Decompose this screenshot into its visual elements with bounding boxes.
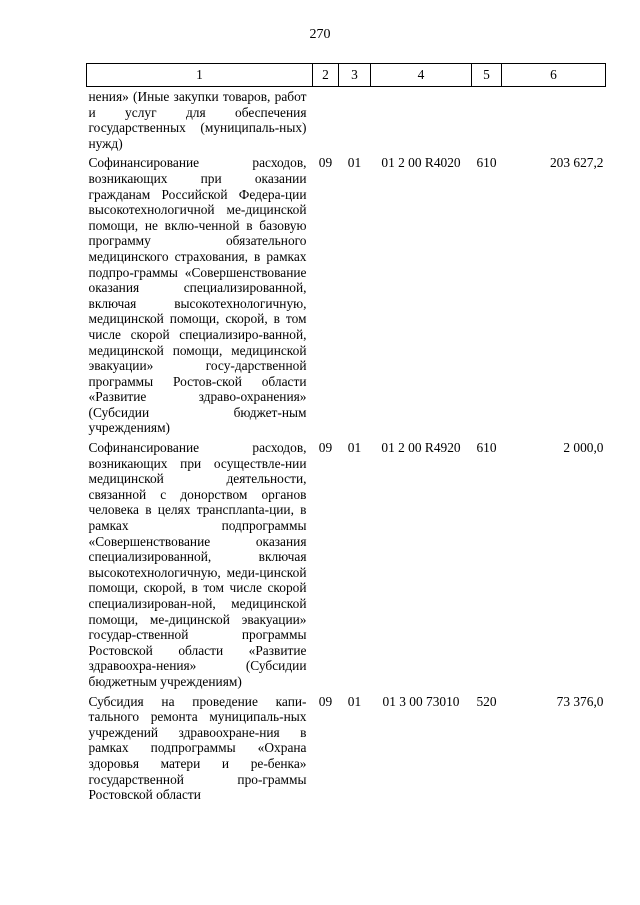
row-amount (502, 87, 606, 152)
header-col-6: 6 (502, 64, 606, 87)
table-row (87, 151, 606, 436)
row-description: Софинансирование расходов, возникающих при осуществле-нии медицинской деятельности, связанной с донорством органов человека в целях трансплanta-ции, в рамках подпрограммы «Совершенствование оказания специализированной, включая высокотехнологичную, меди-цинской помощи, скорой, в том числе скорой специализирован-ной, медицинской помощи, ме-дицинской эвакуации» государ-ственной программы Ростовской области «Развитие здравоохра-нения» (Субсидии бюджетным учреждениям) (88, 440, 307, 689)
row-section: 09 (318, 440, 333, 456)
row-subsection (339, 87, 371, 152)
row-section: 09 (318, 693, 333, 709)
row-amount: 203 627,2 (549, 155, 604, 171)
row-target-code: 01 2 00 R4020 (381, 155, 461, 171)
row-section: 09 (318, 155, 333, 171)
header-col-5: 5 (472, 64, 502, 87)
table-header (87, 64, 606, 87)
table-row (87, 87, 606, 152)
table-row (87, 690, 606, 803)
row-target-code: 01 3 00 73010 (382, 693, 460, 709)
row-expense-type: 610 (476, 155, 497, 171)
row-section (313, 87, 339, 152)
row-description: нения» (Иные закупки товаров, работ и услуг для обеспечения государственных (муниципаль-ных) нужд) (88, 89, 307, 151)
row-target-code (371, 87, 472, 152)
row-description: Субсидия на проведение капи-тального ремонта муниципаль-ных учреждений здравоохране-ния в рамках подпрограммы «Охрана здоровья матери и ре-бенка» государственной про-граммы Ростовской области (88, 693, 307, 803)
row-expense-type: 610 (476, 440, 497, 456)
header-row (87, 64, 606, 87)
page-number: 270 (309, 27, 331, 42)
row-subsection: 01 (347, 155, 362, 171)
row-target-code: 01 2 00 R4920 (381, 440, 461, 456)
row-description: Софинансирование расходов, возникающих при оказании гражданам Российской Федера-ции высокотехнологичной ме-дицинской помощи, не вклю-ченной в базовую программу обязательного медицинского страхования, в рамках подпро-граммы «Совершенствование оказания специализированной, включая высокотехнологичную, медицинской помощи, скорой, в том числе скорой специализиро-ванной, медицинской помощи, медицинской эвакуации» госу-дарственной программы Ростов-ской области «Развитие здраво-охранения» (Субсидии бюджет-ным учреждениям) (88, 155, 307, 436)
row-expense-type: 520 (476, 693, 497, 709)
row-amount: 2 000,0 (563, 440, 604, 456)
row-amount: 73 376,0 (556, 693, 604, 709)
header-col-1: 1 (87, 64, 313, 87)
row-subsection: 01 (347, 440, 362, 456)
header-col-3: 3 (339, 64, 371, 87)
header-col-2: 2 (313, 64, 339, 87)
header-col-4: 4 (371, 64, 472, 87)
row-expense-type (472, 87, 502, 152)
table-row (87, 436, 606, 690)
row-subsection: 01 (347, 693, 362, 709)
budget-table (86, 63, 606, 803)
